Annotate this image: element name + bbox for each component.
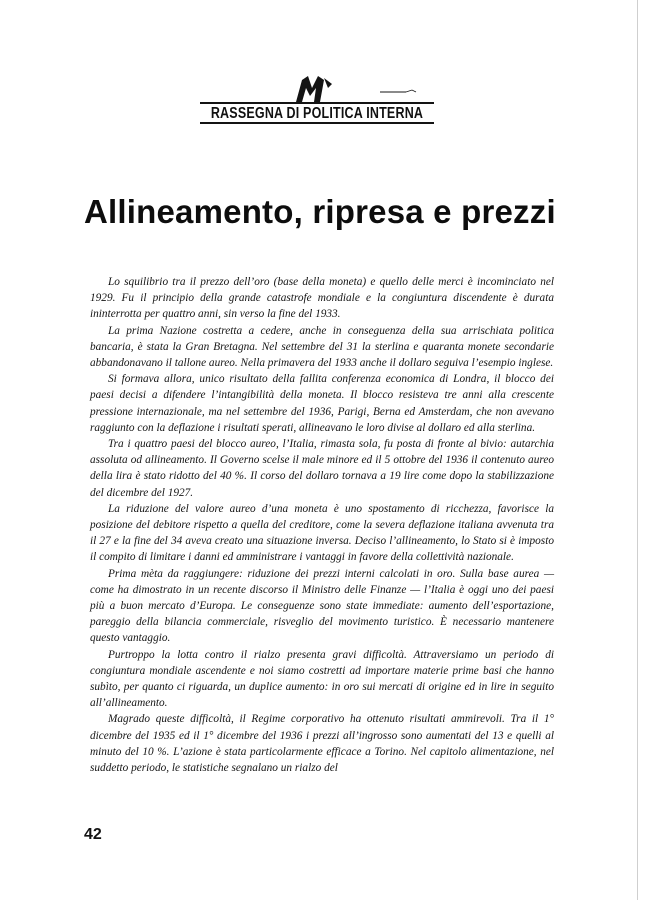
paragraph: Purtroppo la lotta contro il rialzo presenta gravi difficoltà. Attraversiamo un periodo di congiuntura mondiale ascendente e noi siamo costretti ad importare materie prime basi che hanno subìto, per quanto ci riguarda, un duplice aumento: in oro sui mercati di origine ed in lire in seguito all’allineamento. (90, 648, 554, 710)
article-title: Allineamento, ripresa e prezzi (84, 193, 556, 230)
paragraph: Tra i quattro paesi del blocco aureo, l’Italia, rimasta sola, fu posta di fronte al bivio: autarchia assoluta od allineamento. Il Governo scelse il male minore ed il 5 ottobre del 1936 il contenuto aureo della lira è stato ridotto del 40 %. Il corso del dollaro tornava a 19 lire come dopo la stabilizzazione del dicembre del 1927. (90, 438, 554, 499)
section-rubric: RASSEGNA DI POLITICA INTERNA (210, 104, 424, 122)
page-edge (637, 0, 638, 900)
paragraph: Si formava allora, unico risultato della fallita conferenza economica di Londra, il blocco dei paesi decisi a difendere l’intangibilità della moneta. Il blocco resisteva tre anni alla crescente pressione internazionale, ma nel settembre del 1936, Parigi, Berna ed Amsterdam, che non avevano raggiunto con la deflazione i risultati sperati, allineavano le loro divise al dollaro ed alla sterlina. (90, 373, 554, 434)
paragraph: Lo squilibrio tra il prezzo dell’oro (base della moneta) e quello delle merci è incominciato nel 1929. Fu il principio della grande catastrofe mondiale e la congiuntura discendente è durata ininterrotta per quattro anni, sin verso la fine del 1933. (90, 276, 554, 321)
page-number: 42 (84, 826, 102, 843)
paragraph: Prima mèta da raggiungere: riduzione dei prezzi interni calcolati in oro. Sulla base aurea — come ha dimostrato in un recente discorso il Ministro delle Finanze — l’Italia è oggi uno dei paesi più a buon mercato d’Europa. Le conseguenze sono state immediate: aumento dell’esportazione, pareggio della bilancia commerciale, risveglio del movimento turistico. È necessario mantenere questo vantaggio. (90, 567, 554, 645)
section-header (200, 72, 434, 128)
paragraph: La riduzione del valore aureo d’una moneta è uno spostamento di ricchezza, favorisce la posizione del debitore rispetto a quella del creditore, come la severa deflazione italiana avvenuta tra il 27 e la fine del 34 aveva creato una situazione inversa. Deciso l’allineamento, lo Stato si è imposto il compito di limitare i danni ed amministrare i vantaggi in favore della collettività nazionale. (90, 502, 554, 564)
paragraph: Magrado queste difficoltà, il Regime corporativo ha ottenuto risultati ammirevoli. Tra il 1° dicembre del 1935 ed il 1° dicembre del 1936 i prezzi all’ingrosso sono aumentati del 13 e quelli al minuto del 10 %. L’azione è stata particolarmente efficace a Torino. Nel capitolo alimentazione, nel suddetto periodo, le statistiche segnalano un rialzo del (90, 713, 554, 775)
paragraph: La prima Nazione costretta a cedere, anche in conseguenza della sua arrischiata politica bancaria, è stata la Gran Bretagna. Nel settembre del 31 la sterlina e quaranta monete secondarie abbandonavano il tallone aureo. Nella primavera del 1933 anche il dollaro seguiva l’esempio inglese. (90, 324, 554, 370)
article-body (90, 274, 554, 776)
